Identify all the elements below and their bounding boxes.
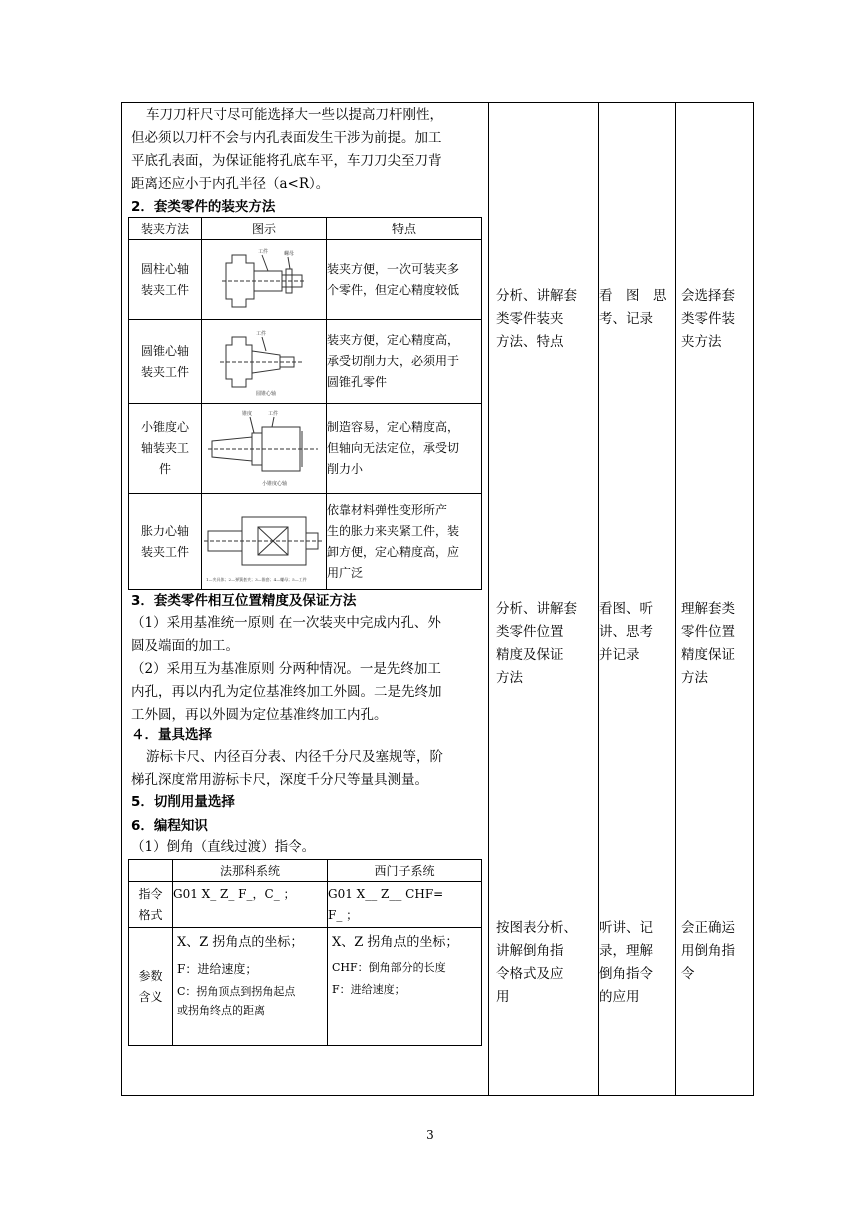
feature-cell: 装夹方便，一次可装夹多 个零件，但定心精度较低: [327, 240, 482, 320]
chamfer-command-table: [128, 859, 482, 1046]
fanuc-params: X、Z 拐角点的坐标； F：进给速度； C：拐角顶点到拐角起点 或拐角终点的距离: [173, 928, 328, 1046]
expansion-mandrel-figure: [202, 495, 325, 589]
body-line: 工外圆，再以外圆为定位基准终加工内孔。: [131, 707, 388, 723]
section-heading: 2．套类零件的装夹方法: [131, 199, 276, 215]
svg-text:圆锥心轴: 圆锥心轴: [256, 390, 277, 397]
feature-cell: 制造容易，定心精度高， 但轴向无法定位，承受切 削力小: [327, 404, 482, 494]
table-row: [129, 404, 482, 494]
svg-text:锥度: 锥度: [242, 410, 253, 417]
figure-cell: [202, 320, 327, 404]
student-activity: 看图、听 讲、思考 并记录: [599, 601, 653, 663]
student-activity: 看 图 思 考、记录: [599, 288, 667, 327]
body-line: （1）倒角（直线过渡）指令。: [131, 839, 316, 855]
intro-line: 距离还应小于内孔半径（a<R）。: [131, 176, 330, 192]
svg-text:工件: 工件: [258, 248, 269, 255]
section-heading: 6．编程知识: [131, 818, 208, 834]
feature-cell: 依靠材料弹性变形所产 生的胀力来夹紧工件，装 卸方便，定心精度高，应 用广泛: [327, 494, 482, 590]
body-line: 游标卡尺、内径百分表、内径千分尺及塞规等，阶: [146, 749, 443, 765]
body-line: 梯孔深度常用游标卡尺，深度千分尺等量具测量。: [131, 772, 428, 788]
intro-line: 但必须以刀杆不会与内孔表面发生干涉为前提。加工: [131, 130, 442, 146]
table-header-row: [129, 218, 482, 240]
teacher-activity: 分析、讲解套 类零件位置 精度及保证 方法: [496, 601, 577, 686]
table-row: [129, 882, 482, 928]
feature-cell: 装夹方便，定心精度高， 承受切削力大，必须用于 圆锥孔零件: [327, 320, 482, 404]
column-divider: [488, 103, 489, 1095]
method-cell: 小锥度心 轴装夹工 件: [129, 404, 202, 494]
body-line: （1）采用基准统一原则 在一次装夹中完成内孔、外: [131, 615, 441, 631]
fanuc-format: G01 X_ Z_ F_，C_ ；: [173, 882, 328, 928]
svg-text:螺母: 螺母: [284, 250, 295, 257]
table-row: [129, 240, 482, 320]
intro-line: 平底孔表面，为保证能将孔底车平，车刀刀尖至刀背: [131, 153, 442, 169]
teacher-activity: 分析、讲解套 类零件装夹 方法、特点: [496, 288, 577, 350]
figure-cell: [202, 240, 327, 320]
svg-text:工件: 工件: [256, 330, 267, 337]
intro-line: 车刀刀杆尺寸尽可能选择大一些以提高刀杆刚性，: [146, 107, 443, 123]
method-cell: 圆锥心轴 装夹工件: [129, 320, 202, 404]
header-cell: 西门子系统: [328, 860, 482, 882]
section-heading: 5．切削用量选择: [131, 794, 235, 810]
column-divider: [675, 103, 676, 1095]
header-cell: 装夹方法: [129, 218, 202, 240]
table-row: [129, 320, 482, 404]
figure-cell: [202, 404, 327, 494]
clamping-table: [128, 217, 482, 590]
table-row: [129, 494, 482, 590]
conical-mandrel-figure: [202, 321, 325, 403]
siemens-format: G01 X__ Z__ CHF= F_ ；: [328, 882, 482, 928]
section-heading: ４．量具选择: [131, 727, 212, 743]
teaching-goal: 会正确运 用倒角指 令: [681, 920, 735, 982]
table-row: [129, 928, 482, 1046]
svg-text:工件: 工件: [268, 410, 279, 417]
page-number: 3: [426, 1128, 434, 1142]
header-cell: [129, 860, 173, 882]
body-line: （2）采用互为基准原则 分两种情况。一是先终加工: [131, 661, 441, 677]
method-cell: 圆柱心轴 装夹工件: [129, 240, 202, 320]
body-line: 内孔，再以内孔为定位基准终加工外圆。二是先终加: [131, 684, 442, 700]
row-label: 参数 含义: [129, 928, 173, 1046]
method-cell: 胀力心轴 装夹工件: [129, 494, 202, 590]
teacher-activity: 按图表分析、 讲解倒角指 令格式及应 用: [496, 920, 577, 1005]
header-cell: 法那科系统: [173, 860, 328, 882]
header-cell: 图示: [202, 218, 327, 240]
row-label: 指令 格式: [129, 882, 173, 928]
siemens-params: X、Z 拐角点的坐标； CHF：倒角部分的长度 F：进给速度；: [328, 928, 482, 1046]
student-activity: 听讲、记 录，理解 倒角指令 的应用: [599, 920, 653, 1005]
table-header-row: [129, 860, 482, 882]
section-heading: 3．套类零件相互位置精度及保证方法: [131, 593, 357, 609]
body-line: 圆及端面的加工。: [131, 638, 239, 654]
small-taper-mandrel-figure: [202, 405, 325, 493]
svg-text:1—夹具体；2—弹簧套夹；3—锥套；4—螺母；5—工件: 1—夹具体；2—弹簧套夹；3—锥套；4—螺母；5—工件: [206, 576, 307, 582]
teaching-goal: 会选择套 类零件装 夹方法: [681, 288, 735, 350]
teaching-goal: 理解套类 零件位置 精度保证 方法: [681, 601, 735, 686]
header-cell: 特点: [327, 218, 482, 240]
svg-text:小锥度心轴: 小锥度心轴: [262, 480, 288, 487]
cylindrical-mandrel-figure: [202, 241, 325, 319]
figure-cell: [202, 494, 327, 590]
